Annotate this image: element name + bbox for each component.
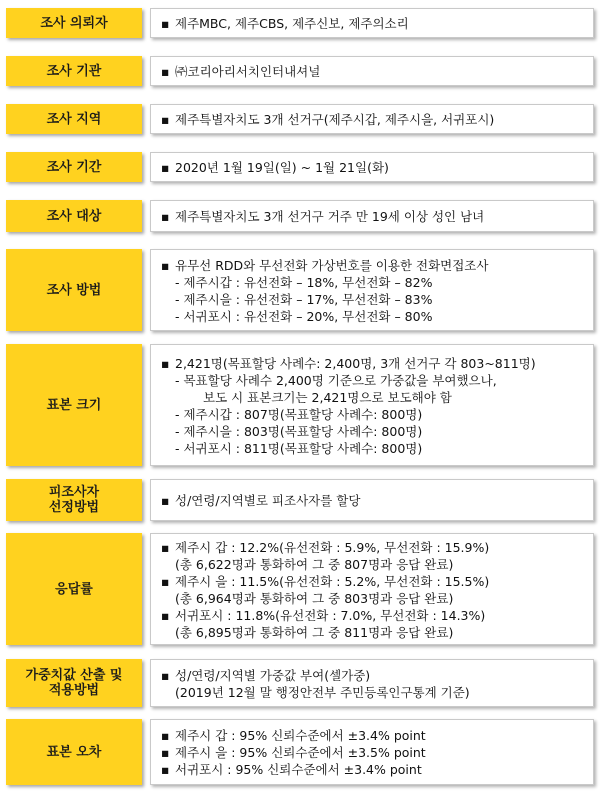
- row-label-text: 조사 기관: [46, 63, 102, 79]
- content-line: [161, 208, 585, 225]
- bullet-icon: ▪: [161, 745, 170, 760]
- row-label-text: 조사 대상: [46, 208, 102, 224]
- row-content: [150, 8, 594, 38]
- content-text: 제주특별자치도 3개 선거구 거주 만 19세 이상 성인 남녀: [175, 209, 485, 224]
- content-text: 제주특별자치도 3개 선거구(제주시갑, 제주시을, 서귀포시): [175, 112, 495, 127]
- row-target: [0, 200, 600, 232]
- content-text: (총 6,964명과 통화하여 그 중 803명과 응답 완료): [175, 590, 454, 606]
- content-line: [161, 423, 585, 440]
- row-label-text: 피조사자: [48, 485, 100, 500]
- content-text: 제주시 을 : 11.5%(유선전화 : 5.2%, 무선전화 : 15.5%): [175, 573, 490, 589]
- row-period: [0, 152, 600, 182]
- row-content: [150, 344, 594, 466]
- content-line: [161, 607, 585, 624]
- content-line: [161, 15, 585, 32]
- content-line: [161, 761, 585, 778]
- content-text: 성/연령/지역별로 피조사자를 할당: [175, 493, 361, 508]
- row-label: [6, 249, 142, 331]
- content-text: - 제주시을 : 803명(목표할당 사례수: 800명): [175, 423, 423, 439]
- bullet-icon: ▪: [161, 16, 170, 31]
- content-text: - 목표할당 사례수 2,400명 기준으로 가중값을 부여했으나,: [175, 372, 497, 388]
- row-content: [150, 104, 594, 134]
- row-label: [6, 659, 142, 707]
- row-agency: [0, 56, 600, 86]
- row-content: [150, 533, 594, 645]
- bullet-icon: ▪: [161, 573, 170, 589]
- bullet-icon: ▪: [161, 493, 170, 508]
- content-line: [161, 590, 585, 607]
- row-label: [6, 719, 142, 785]
- bullet-icon: ▪: [161, 539, 170, 555]
- content-text: - 제주시을 : 유선전화 – 17%, 무선전화 – 83%: [175, 291, 433, 307]
- content-text: - 서귀포시 : 유선전화 – 20%, 무선전화 – 80%: [175, 308, 433, 324]
- content-text: (총 6,895명과 통화하여 그 중 811명과 응답 완료): [175, 624, 454, 640]
- content-line: [161, 492, 585, 509]
- bullet-icon: ▪: [161, 607, 170, 623]
- content-line: [161, 389, 585, 406]
- row-weighting: [0, 659, 600, 707]
- row-response-rate: [0, 533, 600, 645]
- content-line: [161, 274, 585, 291]
- content-text: 제주시 을 : 95% 신뢰수준에서 ±3.5% point: [175, 745, 426, 760]
- bullet-icon: ▪: [161, 209, 170, 224]
- content-line: [161, 159, 585, 176]
- bullet-icon: ▪: [161, 257, 170, 273]
- row-region: [0, 104, 600, 134]
- content-line: [161, 372, 585, 389]
- row-content: [150, 152, 594, 182]
- content-text: 성/연령/지역별 가중값 부여(셀가중): [175, 667, 371, 683]
- content-text: 제주MBC, 제주CBS, 제주신보, 제주의소리: [175, 16, 409, 31]
- row-content: [150, 719, 594, 785]
- row-label-text: 가중치값 산출 및: [25, 668, 123, 683]
- row-label: [6, 200, 142, 232]
- row-content: [150, 249, 594, 331]
- content-line: [161, 539, 585, 556]
- row-label: [6, 533, 142, 645]
- row-label-text: 적용방법: [48, 683, 100, 698]
- content-text: - 제주시갑 : 유선전화 – 18%, 무선전화 – 82%: [175, 274, 433, 290]
- row-selection: [0, 479, 600, 521]
- row-sample-size: [0, 344, 600, 466]
- content-text: 제주시 갑 : 12.2%(유선전화 : 5.9%, 무선전화 : 15.9%): [175, 539, 490, 555]
- content-line: [161, 111, 585, 128]
- content-line: [161, 667, 585, 684]
- row-content: [150, 200, 594, 232]
- bullet-icon: ▪: [161, 112, 170, 127]
- content-line: [161, 440, 585, 457]
- row-label-text: 표본 크기: [46, 397, 102, 413]
- content-text: 2020년 1월 19일(일) ~ 1월 21일(화): [175, 160, 389, 175]
- row-label: [6, 152, 142, 182]
- content-line: [161, 355, 585, 372]
- row-content: [150, 479, 594, 521]
- content-line: [161, 556, 585, 573]
- content-text: 서귀포시 : 11.8%(유선전화 : 7.0%, 무선전화 : 14.3%): [175, 607, 486, 623]
- content-text: 보도 시 표본크기는 2,421명으로 보도해야 함: [203, 389, 452, 405]
- row-label-text: 조사 지역: [46, 111, 102, 127]
- row-label-text: 조사 방법: [46, 282, 102, 298]
- row-label-text: 조사 기간: [46, 159, 102, 175]
- content-line: [161, 406, 585, 423]
- row-sampling-error: [0, 719, 600, 785]
- row-label: [6, 8, 142, 38]
- row-label: [6, 104, 142, 134]
- content-text: (2019년 12월 말 행정안전부 주민등록인구통계 기준): [175, 684, 470, 700]
- row-label-text: 응답률: [55, 581, 93, 597]
- bullet-icon: ▪: [161, 762, 170, 777]
- content-text: - 서귀포시 : 811명(목표할당 사례수: 800명): [175, 440, 423, 456]
- row-label-text: 표본 오차: [46, 744, 102, 760]
- content-line: [161, 684, 585, 701]
- content-line: [161, 63, 585, 80]
- content-text: 2,421명(목표할당 사례수: 2,400명, 3개 선거구 각 803~811명): [175, 355, 536, 371]
- row-label-text: 조사 의뢰자: [40, 15, 108, 31]
- content-line: [161, 624, 585, 641]
- content-text: 제주시 갑 : 95% 신뢰수준에서 ±3.4% point: [175, 728, 426, 743]
- content-text: (총 6,622명과 통화하여 그 중 807명과 응답 완료): [175, 556, 454, 572]
- row-content: [150, 659, 594, 707]
- content-text: ㈜코리아리서치인터내셔널: [175, 64, 321, 79]
- content-line: [161, 727, 585, 744]
- row-label: [6, 56, 142, 86]
- row-client: [0, 8, 600, 38]
- content-text: - 제주시갑 : 807명(목표할당 사례수: 800명): [175, 406, 423, 422]
- row-label: [6, 344, 142, 466]
- row-label-text: 선정방법: [48, 500, 100, 515]
- content-line: [161, 308, 585, 325]
- content-line: [161, 257, 585, 274]
- content-text: 서귀포시 : 95% 신뢰수준에서 ±3.4% point: [175, 762, 422, 777]
- content-line: [161, 744, 585, 761]
- content-line: [161, 573, 585, 590]
- bullet-icon: ▪: [161, 64, 170, 79]
- content-text: 유무선 RDD와 무선전화 가상번호를 이용한 전화면접조사: [175, 257, 489, 273]
- row-content: [150, 56, 594, 86]
- bullet-icon: ▪: [161, 728, 170, 743]
- bullet-icon: ▪: [161, 667, 170, 683]
- bullet-icon: ▪: [161, 355, 170, 371]
- row-label: [6, 479, 142, 521]
- row-method: [0, 249, 600, 331]
- bullet-icon: ▪: [161, 160, 170, 175]
- content-line: [161, 291, 585, 308]
